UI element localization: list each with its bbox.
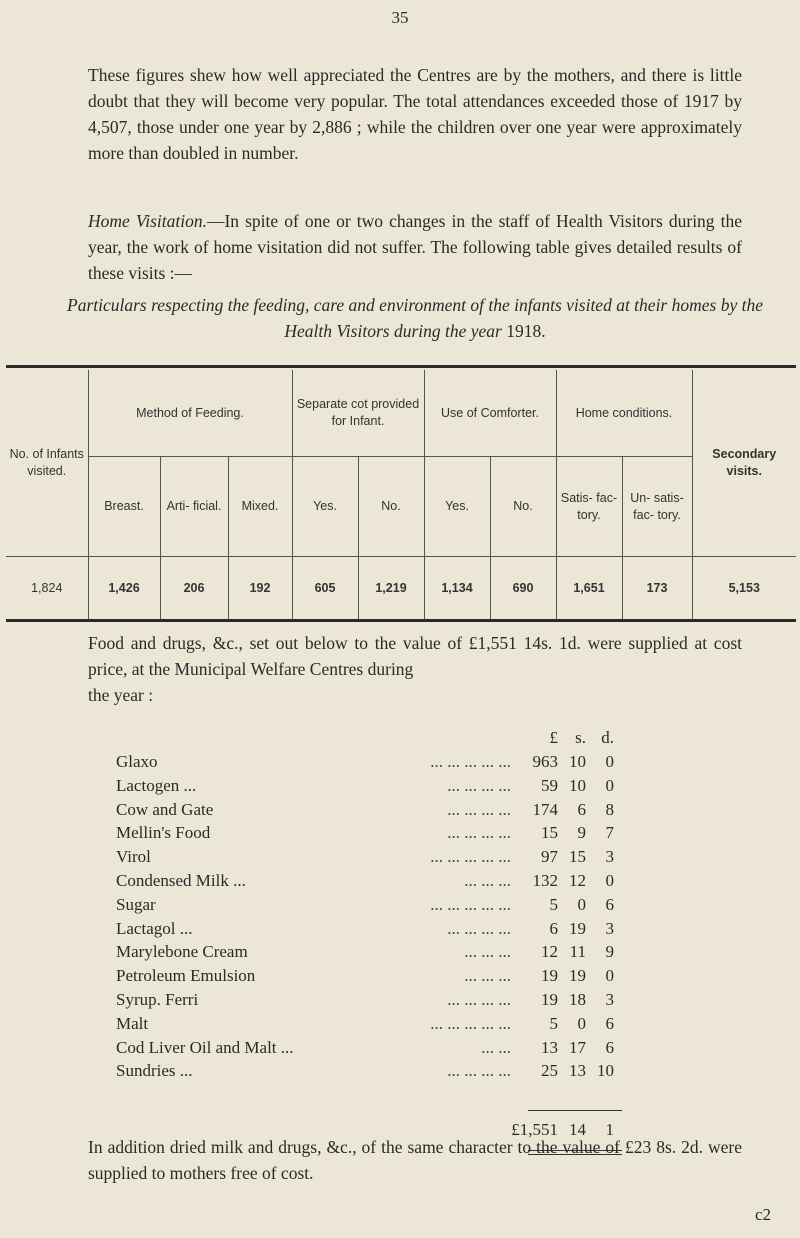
- expense-shillings: 18: [569, 990, 586, 1009]
- expense-leader-dots: ... ... ...: [464, 966, 511, 986]
- header-cot-no: No.: [358, 457, 424, 557]
- expense-row: [116, 752, 716, 776]
- header-breast: Breast.: [88, 457, 160, 557]
- expense-pounds: 174: [532, 799, 558, 819]
- food-drugs-line-1: Food and drugs, &c., set out below to the value of £1,551 14s. 1d.: [88, 633, 581, 653]
- expense-shillings: 10: [569, 775, 586, 795]
- expense-pounds: 5: [549, 894, 558, 914]
- expense-shillings: 15: [569, 847, 586, 867]
- expense-shillings: 11: [569, 942, 586, 962]
- expense-name: Syrup. Ferri: [116, 990, 199, 1009]
- expense-name: Sundries ...: [116, 1061, 193, 1081]
- expense-pence: 0: [605, 966, 614, 986]
- expense-name: Malt: [116, 1013, 149, 1033]
- expense-row: [116, 1061, 716, 1085]
- expense-row: [116, 823, 716, 847]
- expense-leader-dots: ... ... ... ...: [447, 775, 511, 795]
- page-number: 35: [391, 8, 409, 27]
- expense-leader-dots: ... ... ... ... ...: [430, 752, 511, 771]
- expense-pounds: 132: [532, 871, 558, 890]
- expense-row: [116, 1014, 716, 1038]
- value-breast: 1,426: [88, 557, 160, 620]
- signature-mark: c2: [755, 1205, 772, 1224]
- expense-row: [116, 895, 716, 919]
- expense-leader-dots: ... ... ... ...: [447, 918, 511, 938]
- header-unsatisfactory: Un- satis- fac- tory.: [622, 457, 692, 557]
- expense-shillings: 17: [569, 1037, 586, 1057]
- expense-name: Lactagol ...: [116, 918, 193, 938]
- paragraph-free-supplies: In addition dried milk and drugs, &c., of the same character to the value of £23 8s. 2d. were supplied to mothers free of cost.: [88, 1137, 742, 1183]
- food-drugs-line-3: the year :: [88, 685, 154, 705]
- header-method-of-feeding: Method of Feeding.: [88, 370, 292, 457]
- value-artificial: 206: [160, 557, 228, 620]
- expense-leader-dots: ... ... ... ... ...: [430, 847, 511, 867]
- expense-name: Lactogen ...: [116, 775, 197, 795]
- expense-pounds: 59: [541, 775, 558, 795]
- expense-header: [116, 728, 716, 752]
- paragraph-food-and-drugs: [88, 630, 742, 708]
- table-caption-text: Particulars respecting the feeding, care and environment of the infants visited at their homes by the Health Visitors during the year: [67, 295, 763, 341]
- expense-pounds: 19: [541, 966, 558, 986]
- pence-header: d.: [601, 728, 614, 747]
- header-artificial: Arti- ficial.: [160, 457, 228, 557]
- expense-pounds: 19: [541, 990, 558, 1009]
- shillings-header: s.: [575, 728, 586, 747]
- expense-pounds: 6: [549, 918, 558, 938]
- table-top-rule: [6, 365, 796, 368]
- expense-shillings: 9: [577, 823, 586, 843]
- expense-pounds: 5: [549, 1013, 558, 1033]
- expense-pence: 6: [605, 1013, 614, 1033]
- expense-row: [116, 942, 716, 966]
- expense-name: Mellin's Food: [116, 823, 211, 843]
- expense-leader-dots: ... ... ...: [464, 871, 511, 890]
- total-pounds: £1,551: [511, 1120, 558, 1139]
- expense-row: [116, 776, 716, 800]
- expense-leader-dots: ... ... ... ...: [447, 823, 511, 843]
- table-caption: [60, 292, 770, 344]
- expense-name: Sugar: [116, 894, 156, 914]
- expense-pounds: 12: [541, 942, 558, 962]
- total-rule: [528, 1110, 622, 1111]
- paragraph-home-visitation: [88, 208, 742, 286]
- value-infants-visited: 1,824: [31, 581, 63, 595]
- expense-name: Glaxo: [116, 752, 158, 771]
- food-drugs-line-2: were supplied at cost price, at the Municipal Welfare Centres during: [88, 633, 742, 679]
- expense-shillings: 0: [577, 1013, 586, 1033]
- expense-row: [116, 847, 716, 871]
- expense-pounds: 97: [541, 847, 558, 867]
- expense-pence: 6: [605, 894, 614, 914]
- header-comforter-yes: Yes.: [424, 457, 490, 557]
- expense-shillings: 6: [577, 799, 586, 819]
- header-cot-yes: Yes.: [292, 457, 358, 557]
- home-visitation-text: —In spite of one or two changes in the staff of Health Visitors during the year, the work of home visitation did not suffer. The following table gives detailed results of these visits :—: [88, 211, 742, 283]
- expense-shillings: 10: [569, 752, 586, 771]
- expense-pence: 3: [605, 847, 614, 867]
- expense-leader-dots: ... ... ... ...: [447, 799, 511, 819]
- table-bottom-rule: [6, 619, 796, 622]
- header-use-of-comforter: Use of Comforter.: [424, 370, 556, 457]
- expense-pence: 7: [605, 823, 614, 843]
- value-secondary-visits: 5,153: [692, 557, 796, 620]
- expense-pence: 0: [605, 775, 614, 795]
- expense-pounds: 25: [541, 1061, 558, 1081]
- table-row: [6, 557, 796, 620]
- expense-row: [116, 800, 716, 824]
- expense-name: Petroleum Emulsion: [116, 966, 256, 986]
- expense-leader-dots: ... ... ... ...: [447, 1061, 511, 1081]
- expense-leader-dots: ... ... ... ... ...: [430, 1013, 511, 1033]
- expense-pence: 0: [605, 752, 614, 771]
- total-pence: 1: [605, 1120, 614, 1139]
- pounds-header: £: [549, 728, 558, 747]
- header-separate-cot: Separate cot provided for Infant.: [292, 370, 424, 457]
- paragraph-attendance: These figures shew how well appreciated the Centres are by the mothers, and there is little doubt that they will become very popular. The total attendances exceeded those of 1917 by 4,507, those under one year by 2,886 ; while the children over one year were approximately more than doubled in number.: [88, 65, 742, 163]
- expense-pence: 10: [597, 1061, 614, 1081]
- expense-pence: 8: [605, 799, 614, 819]
- header-satisfactory: Satis- fac- tory.: [556, 457, 622, 557]
- table-caption-year: 1918.: [506, 321, 546, 341]
- total-shillings: 14: [569, 1120, 586, 1139]
- value-satisfactory: 1,651: [556, 557, 622, 620]
- expense-name: Condensed Milk ...: [116, 871, 246, 890]
- visits-table: [6, 370, 796, 619]
- expense-name: Cod Liver Oil and Malt ...: [116, 1037, 294, 1057]
- value-comforter-no: 690: [490, 557, 556, 620]
- header-home-conditions: Home conditions.: [556, 370, 692, 457]
- value-cot-no: 1,219: [358, 557, 424, 620]
- expense-pounds: 15: [541, 823, 558, 843]
- expense-shillings: 19: [569, 966, 586, 986]
- expense-pence: 0: [605, 871, 614, 890]
- header-mixed: Mixed.: [228, 457, 292, 557]
- expense-pence: 6: [605, 1037, 614, 1057]
- expense-row: [116, 966, 716, 990]
- expense-name: Virol: [116, 847, 151, 867]
- expense-name: Cow and Gate: [116, 799, 214, 819]
- header-secondary-visits: Secondary visits.: [692, 370, 796, 557]
- expense-pence: 9: [605, 942, 614, 962]
- expense-row: [116, 871, 716, 895]
- expense-pounds: 963: [532, 752, 558, 771]
- expense-leader-dots: ... ... ... ...: [447, 990, 511, 1009]
- home-visitation-heading: Home Visitation.: [88, 211, 207, 231]
- header-comforter-no: No.: [490, 457, 556, 557]
- value-mixed: 192: [228, 557, 292, 620]
- expense-leader-dots: ... ... ... ... ...: [430, 894, 511, 914]
- expense-row: [116, 1038, 716, 1062]
- expense-row: [116, 919, 716, 943]
- expense-shillings: 13: [569, 1061, 586, 1081]
- expense-pounds: 13: [541, 1037, 558, 1057]
- expense-leader-dots: ... ...: [481, 1037, 511, 1057]
- expense-shillings: 0: [577, 894, 586, 914]
- expense-leader-dots: ... ... ...: [464, 942, 511, 962]
- expense-shillings: 19: [569, 918, 586, 938]
- expense-row: [116, 990, 716, 1014]
- header-infants-visited: No. of Infants visited.: [6, 370, 88, 557]
- expense-pence: 3: [605, 918, 614, 938]
- value-cot-yes: 605: [292, 557, 358, 620]
- value-comforter-yes: 1,134: [424, 557, 490, 620]
- expense-shillings: 12: [569, 871, 586, 890]
- expense-pence: 3: [605, 990, 614, 1009]
- value-unsatisfactory: 173: [622, 557, 692, 620]
- expense-name: Marylebone Cream: [116, 942, 248, 962]
